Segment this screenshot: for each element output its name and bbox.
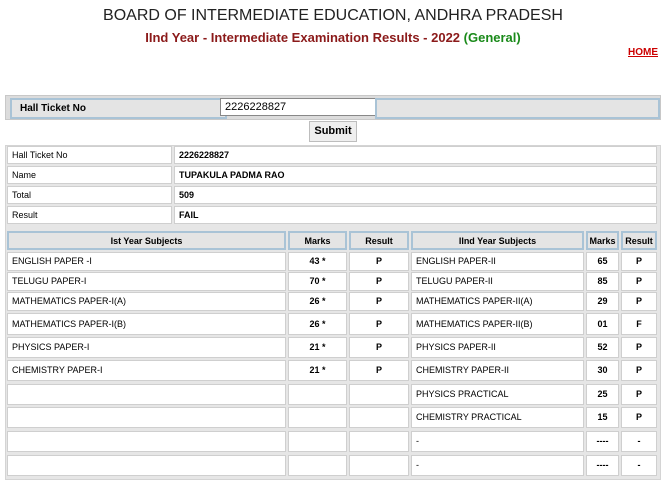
- table-cell-m2: 65: [586, 252, 619, 271]
- submit-button[interactable]: Submit: [309, 121, 357, 142]
- subtitle-main: IInd Year - Intermediate Examination Results - 2022: [145, 30, 461, 45]
- info-value: 2226228827: [174, 146, 657, 164]
- table-cell-r2: P: [621, 384, 657, 405]
- table-cell-s2: PHYSICS PAPER-II: [411, 337, 584, 358]
- table-cell-r1: P: [349, 313, 409, 335]
- table-cell-r1: [349, 384, 409, 405]
- table-cell-s1: TELUGU PAPER-I: [7, 272, 286, 291]
- info-value: 509: [174, 186, 657, 204]
- table-cell-r1: P: [349, 272, 409, 291]
- table-cell-r2: -: [621, 455, 657, 476]
- table-cell-s2: CHEMISTRY PRACTICAL: [411, 407, 584, 428]
- table-cell-s2: -: [411, 431, 584, 452]
- table-cell-r2: P: [621, 337, 657, 358]
- table-cell-r2: -: [621, 431, 657, 452]
- table-cell-m2: 29: [586, 292, 619, 311]
- table-cell-s2: ENGLISH PAPER-II: [411, 252, 584, 271]
- table-cell-m1: [288, 407, 347, 428]
- form-spacer: [375, 98, 660, 119]
- table-cell-m2: 85: [586, 272, 619, 291]
- table-cell-s1: MATHEMATICS PAPER-I(B): [7, 313, 286, 335]
- home-link[interactable]: HOME: [628, 47, 658, 58]
- table-cell-s2: -: [411, 455, 584, 476]
- info-value: FAIL: [174, 206, 657, 224]
- table-cell-m1: [288, 384, 347, 405]
- table-cell-r1: P: [349, 360, 409, 381]
- subtitle-general: (General): [463, 30, 521, 45]
- table-cell-r1: P: [349, 337, 409, 358]
- table-cell-s1: PHYSICS PAPER-I: [7, 337, 286, 358]
- table-cell-r2: P: [621, 407, 657, 428]
- table-cell-s2: CHEMISTRY PAPER-II: [411, 360, 584, 381]
- info-value: TUPAKULA PADMA RAO: [174, 166, 657, 184]
- table-cell-m2: 52: [586, 337, 619, 358]
- table-cell-s2: MATHEMATICS PAPER-II(B): [411, 313, 584, 335]
- info-label: Result: [7, 206, 172, 224]
- table-cell-m1: [288, 431, 347, 452]
- column-header-m2: Marks: [586, 231, 619, 250]
- table-cell-m1: 21 *: [288, 337, 347, 358]
- table-cell-m2: ----: [586, 431, 619, 452]
- table-cell-s1: [7, 407, 286, 428]
- table-cell-r2: P: [621, 252, 657, 271]
- page-title: BOARD OF INTERMEDIATE EDUCATION, ANDHRA PRADESH: [103, 7, 563, 24]
- info-label: Hall Ticket No: [7, 146, 172, 164]
- table-cell-r2: P: [621, 292, 657, 311]
- info-label: Total: [7, 186, 172, 204]
- table-cell-r1: [349, 455, 409, 476]
- table-cell-s1: [7, 384, 286, 405]
- table-cell-m1: 26 *: [288, 313, 347, 335]
- column-header-m1: Marks: [288, 231, 347, 250]
- table-cell-r2: P: [621, 360, 657, 381]
- table-cell-s2: MATHEMATICS PAPER-II(A): [411, 292, 584, 311]
- table-cell-s2: TELUGU PAPER-II: [411, 272, 584, 291]
- table-cell-m2: 15: [586, 407, 619, 428]
- table-cell-r2: F: [621, 313, 657, 335]
- table-cell-m1: 43 *: [288, 252, 347, 271]
- hall-ticket-form: [5, 95, 661, 120]
- table-cell-r1: [349, 431, 409, 452]
- table-cell-m1: 70 *: [288, 272, 347, 291]
- table-cell-r1: P: [349, 292, 409, 311]
- table-cell-m1: 26 *: [288, 292, 347, 311]
- column-header-r2: Result: [621, 231, 657, 250]
- column-header-s2: IInd Year Subjects: [411, 231, 584, 250]
- table-cell-s1: [7, 455, 286, 476]
- hall-ticket-label: Hall Ticket No: [10, 98, 227, 119]
- hall-ticket-input[interactable]: 2226228827: [220, 98, 378, 116]
- info-label: Name: [7, 166, 172, 184]
- table-cell-r1: P: [349, 252, 409, 271]
- table-cell-m1: [288, 455, 347, 476]
- table-cell-m2: 25: [586, 384, 619, 405]
- column-header-r1: Result: [349, 231, 409, 250]
- table-cell-s1: [7, 431, 286, 452]
- table-cell-m1: 21 *: [288, 360, 347, 381]
- table-cell-s1: CHEMISTRY PAPER-I: [7, 360, 286, 381]
- table-cell-s2: PHYSICS PRACTICAL: [411, 384, 584, 405]
- table-cell-m2: 01: [586, 313, 619, 335]
- table-cell-m2: 30: [586, 360, 619, 381]
- table-cell-s1: ENGLISH PAPER -I: [7, 252, 286, 271]
- column-header-s1: Ist Year Subjects: [7, 231, 286, 250]
- page-subtitle: [0, 30, 666, 45]
- table-cell-s1: MATHEMATICS PAPER-I(A): [7, 292, 286, 311]
- table-cell-r1: [349, 407, 409, 428]
- table-cell-r2: P: [621, 272, 657, 291]
- table-cell-m2: ----: [586, 455, 619, 476]
